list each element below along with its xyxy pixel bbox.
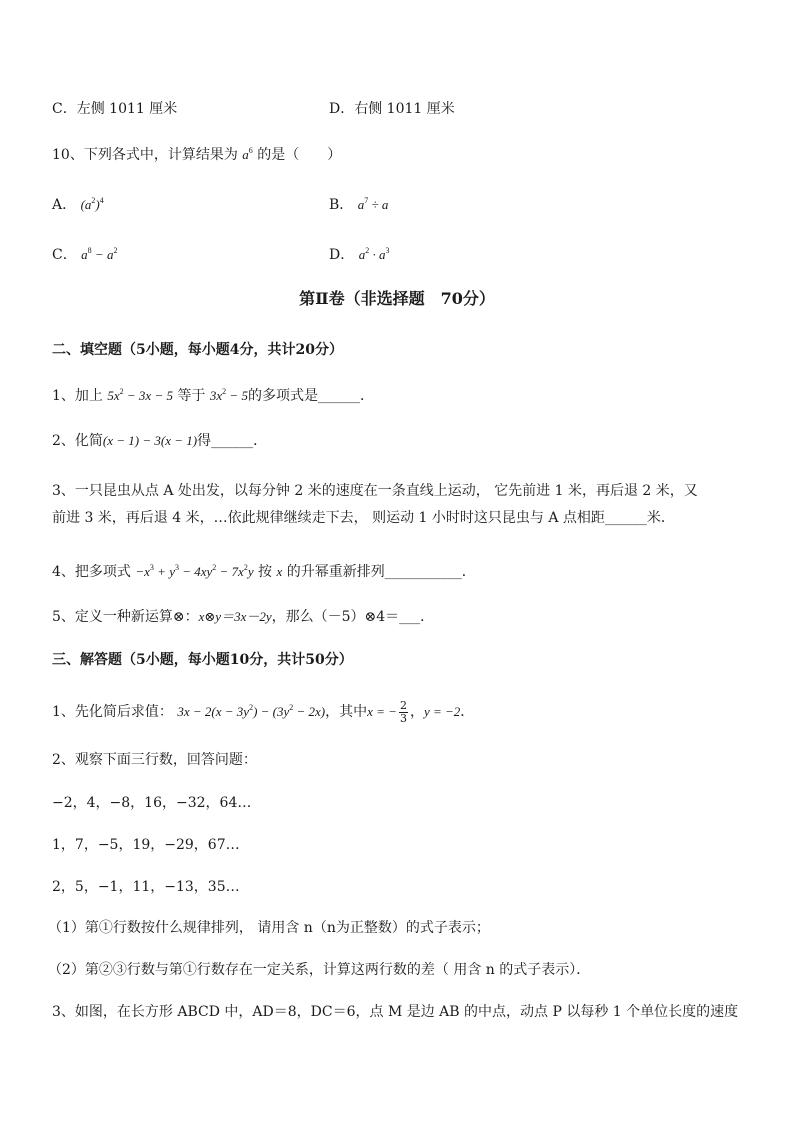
q10-d-label: D． (329, 247, 355, 263)
s2-q4-expr-a-exp: 3 (149, 563, 154, 572)
s2-q4-expr-d: − 7x (216, 564, 244, 579)
s2-q1 (52, 382, 374, 406)
s2-q4-expr-e: y (247, 564, 254, 579)
s2-q5-post: ，那么（－5）⊗4＝___． (271, 609, 435, 625)
q10-d-exp2: 3 (385, 246, 390, 255)
q10-stem-exp: 6 (248, 146, 253, 155)
s3-q2-intro: 2、观察下面三行数，回答问题： (52, 752, 257, 768)
s3-q1-mid: ，其中 (325, 704, 368, 720)
s2-q4-expr-a: −x (135, 564, 150, 579)
s2-q1-expr1-base: 5x (107, 388, 120, 403)
s2-q4-expr-d-exp: 2 (243, 563, 248, 572)
s3-q1-expr-a: 3x − 2(x − 3y (177, 704, 250, 719)
s3-q1-expr-b: ) − (3y (253, 704, 290, 719)
s2-q4-expr-b: + y (153, 564, 175, 579)
s3-q1-x: x = − (367, 704, 397, 719)
s3-q1-pre: 1、先化简后求值： (52, 704, 173, 720)
s2-q1-post: 的多项式是______． (247, 388, 374, 404)
q10-d-rest: · a (369, 247, 386, 262)
q10-c-exp2: 2 (113, 246, 118, 255)
q9-option-c: C．左侧 1011 厘米 (52, 101, 178, 117)
s2-q1-expr2-base: 3x (209, 388, 223, 403)
s2-q1-expr1-exp: 2 (119, 387, 124, 396)
s2-q4-expr (135, 564, 253, 579)
s2-q1-expr1-rest: − 3x − 5 (123, 388, 173, 403)
s2-q3-line2: 前进 3 米，再后退 4 米，…依此规律继续走下去， 则运动 1 小时时这只昆虫与 A 点相距______米． (52, 510, 675, 526)
section3-heading: 三、解答题（5小题，每小题10分，共计50分） (52, 652, 353, 668)
q10-a-inner-exp: 2 (91, 196, 96, 205)
s2-q4-expr-c: − 4xy (178, 564, 213, 579)
s2-q4-pre: 4、把多项式 (52, 564, 131, 580)
s2-q1-expr1 (107, 388, 173, 403)
q10-stem-pre: 10、下列各式中，计算结果为 (52, 147, 238, 163)
s3-q1-expr (177, 704, 325, 719)
q10-option-d (329, 241, 389, 265)
s2-q5-expr: x⊗y＝3x－2y (198, 609, 272, 624)
q10-stem-expr (242, 147, 253, 162)
q10-option-a (52, 191, 104, 215)
s2-q4-expr-c-exp: 2 (212, 563, 217, 572)
s3-q2-sub1: （1）第①行数按什么规律排列， 请用含 n（n为正整数）的式子表示； (48, 920, 490, 936)
s2-q5-pre: 5、定义一种新运算⊗： (52, 609, 199, 625)
q10-a-expr (81, 197, 104, 212)
s3-q1-fraction (399, 700, 408, 725)
s3-q2-sub2: （2）第②③行数与第①行数存在一定关系，计算这两行数的差（ 用含 n 的式子表示）． (48, 962, 591, 978)
s2-q2-pre: 2、化简 (52, 433, 103, 449)
s2-q1-pre: 1、加上 (52, 388, 103, 404)
s2-q4-post: 的升幂重新排列___________． (282, 564, 476, 580)
q10-c-exp: 8 (87, 246, 92, 255)
q9-option-d: D．右侧 1011 厘米 (329, 101, 455, 117)
q10-option-c (52, 241, 117, 265)
s3-q1-expr-a-exp: 2 (249, 703, 254, 712)
q10-c-rest: − a (91, 247, 114, 262)
q10-c-label: C． (52, 247, 77, 263)
s3-q3: 3、如图，在长方形 ABCD 中，AD＝8，DC＝6，点 M 是边 AB 的中点，动点 P 以每秒 1 个单位长度的速度 (52, 1004, 739, 1020)
s2-q5 (52, 607, 434, 627)
s2-q4-mid: 按 (253, 564, 277, 580)
s2-q1-expr2-rest: − 5 (226, 388, 248, 403)
s3-q1-post: ． (460, 704, 475, 720)
q10-stem (52, 141, 341, 165)
s3-q1 (52, 698, 474, 725)
q10-d-expr (359, 247, 390, 262)
s2-q2 (52, 431, 267, 451)
q10-b-label: B． (329, 197, 354, 213)
s3-q1-frac-den: 3 (399, 711, 407, 725)
q10-d-exp: 2 (365, 246, 370, 255)
s2-q1-expr2-exp: 2 (222, 387, 227, 396)
s2-q2-expr: (x − 1) − 3(x − 1) (102, 433, 198, 448)
q10-b-rest: ÷ a (368, 197, 389, 212)
s2-q2-post: 得______． (197, 433, 268, 449)
s2-q4 (52, 558, 476, 582)
q10-a-close: ) (95, 197, 100, 212)
q10-stem-post: 的是（ ） (257, 147, 342, 163)
s3-q1-frac-num: 2 (399, 698, 407, 712)
s3-q1-y: y = −2 (423, 704, 461, 719)
q10-option-b (329, 191, 388, 215)
s3-q1-sep: ， (409, 704, 424, 720)
s2-q3-line1: 3、一只昆虫从点 A 处出发，以每分钟 2 米的速度在一条直线上运动， 它先前进 1 米，再后退 2 米，又 (52, 483, 698, 499)
s3-q2-row1: −2，4，−8，16，−32，64… (52, 795, 252, 811)
q10-c-base: a (81, 247, 88, 262)
part2-title: 第Ⅱ卷（非选择题 70分） (299, 289, 495, 308)
s2-q4-expr-b-exp: 3 (174, 563, 179, 572)
q10-a-inner: (a (80, 197, 92, 212)
q10-b-exp: 7 (364, 196, 369, 205)
s2-q4-var: x (276, 564, 283, 579)
q10-b-expr (358, 197, 389, 212)
q10-a-outer-exp: 4 (99, 196, 104, 205)
section2-heading: 二、填空题（5小题，每小题4分，共计20分） (52, 342, 343, 358)
q10-b-base: a (357, 197, 365, 212)
s3-q1-expr-b-exp: 2 (289, 703, 294, 712)
s3-q2-row2: 1，7，−5，19，−29，67… (52, 837, 240, 853)
s2-q1-mid: 等于 (177, 388, 206, 404)
q10-d-base: a (358, 247, 366, 262)
q10-stem-base: a (242, 147, 249, 162)
q10-c-expr (81, 247, 117, 262)
q10-a-label: A． (52, 197, 77, 213)
s3-q1-expr-c: − 2x) (293, 704, 326, 719)
s2-q1-expr2 (210, 388, 248, 403)
s3-q2-row3: 2，5，−1，11，−13，35… (52, 879, 240, 895)
